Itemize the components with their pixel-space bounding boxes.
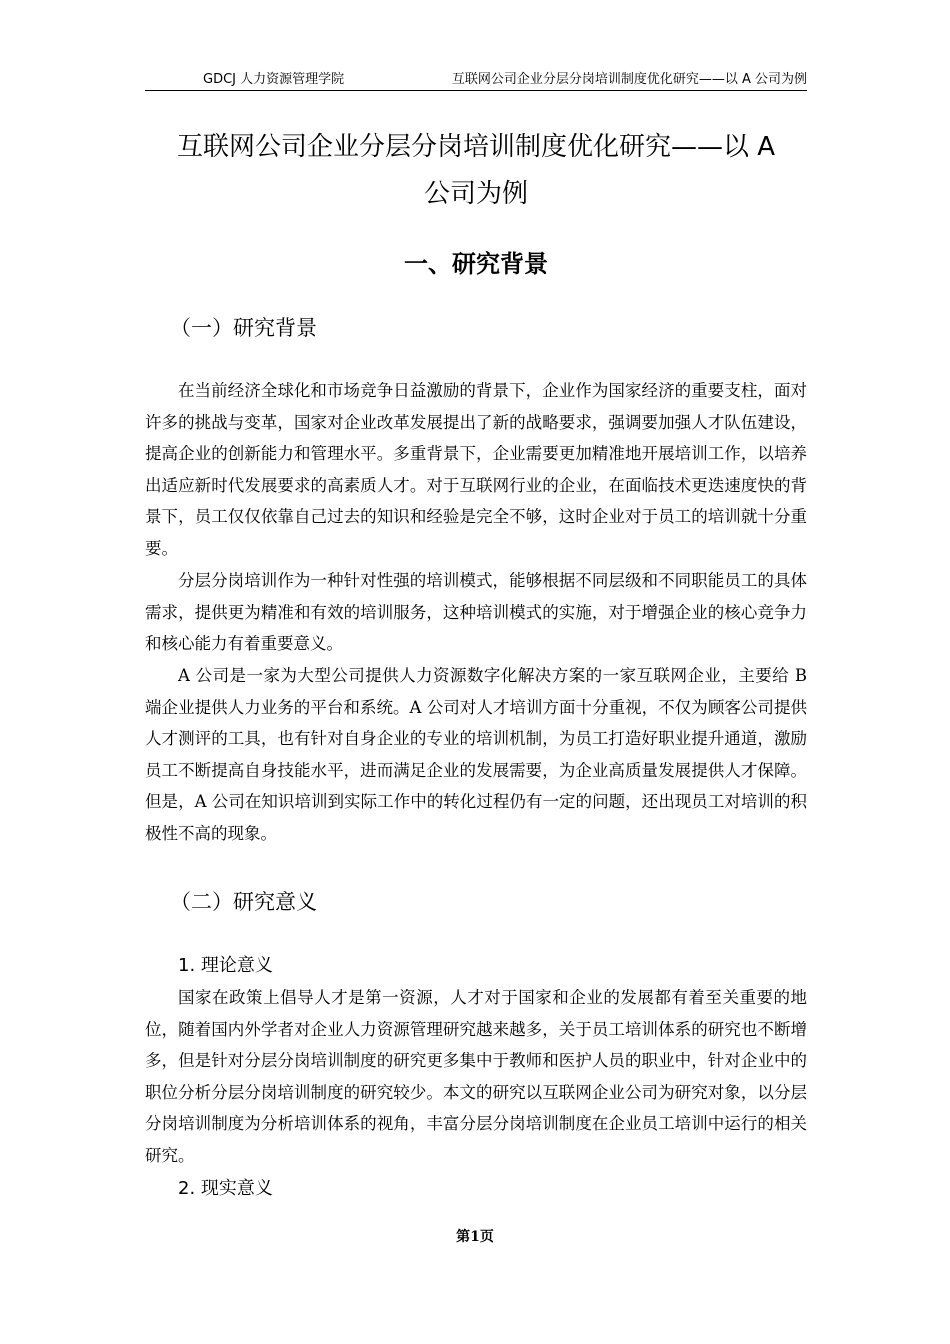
paper-title-line-2: 公司为例: [423, 179, 528, 209]
background-paragraph-3: A 公司是一家为大型公司提供人力资源数字化解决方案的一家互联网企业，主要给 B 端企业提供人力业务的平台和系统。A 公司对人才培训方面十分重视，不仅为顾客公司提供人才测评的工具，也有针对自身企业的专业的培训机制，为员工打造好职业提升通道，激励员工不断提高自身技能水平，进而满足企业的发展需要，为企业高质量发展提供人才保障。但是，A 公司在知识培训到实际工作中的转化过程仍有一定的问题，还出现员工对培训的积极性不高的现象。: [145, 666, 807, 843]
header-paper-title: 互联网公司企业分层分岗培训制度优化研究——以 A 公司为例: [451, 72, 807, 87]
subsection-heading-significance: （二）研究意义: [170, 890, 317, 914]
paper-title-line-1: 互联网公司企业分层分岗培训制度优化研究——以 A: [176, 132, 776, 162]
theory-significance-heading: 1. 理论意义: [178, 955, 273, 976]
paper-title: [145, 124, 807, 218]
background-paragraph-2: 分层分岗培训作为一种针对性强的培训模式，能够根据不同层级和不同职能员工的具体需求，提供更为精准和有效的培训服务，这种培训模式的实施，对于增强企业的核心竞争力和核心能力有着重要意义。: [145, 571, 807, 653]
header-divider: [145, 90, 807, 91]
running-header: [0, 66, 950, 90]
page-number: 第1页: [456, 1229, 494, 1245]
theory-significance-paragraph: 国家在政策上倡导人才是第一资源，人才对于国家和企业的发展都有着至关重要的地位，随着国内外学者对企业人力资源管理研究越来越多，关于员工培训体系的研究也不断增多，但是针对分层分岗培训制度的研究更多集中于教师和医护人员的职业中，针对企业中的职位分析分层分岗培训制度的研究较少。本文的研究以互联网企业公司为研究对象，以分层分岗培训制度为分析培训体系的视角，丰富分层分岗培训制度在企业员工培训中运行的相关研究。: [145, 988, 807, 1165]
section-heading-background: 一、研究背景: [404, 250, 548, 278]
subsection-heading-background: （一）研究背景: [170, 316, 317, 340]
header-institution: GDCJ 人力资源管理学院: [203, 72, 345, 87]
background-paragraph-1: 在当前经济全球化和市场竞争日益激励的背景下，企业作为国家经济的重要支柱，面对许多的挑战与变革，国家对企业改革发展提出了新的战略要求，强调要加强人才队伍建设，提高企业的创新能力和管理水平。多重背景下，企业需要更加精准地开展培训工作，以培养出适应新时代发展要求的高素质人才。对于互联网行业的企业，在面临技术更迭速度快的背景下，员工仅仅依靠自己过去的知识和经验是完全不够，这时企业对于员工的培训就十分重要。: [145, 381, 807, 558]
practice-significance-heading: 2. 现实意义: [178, 1178, 273, 1199]
